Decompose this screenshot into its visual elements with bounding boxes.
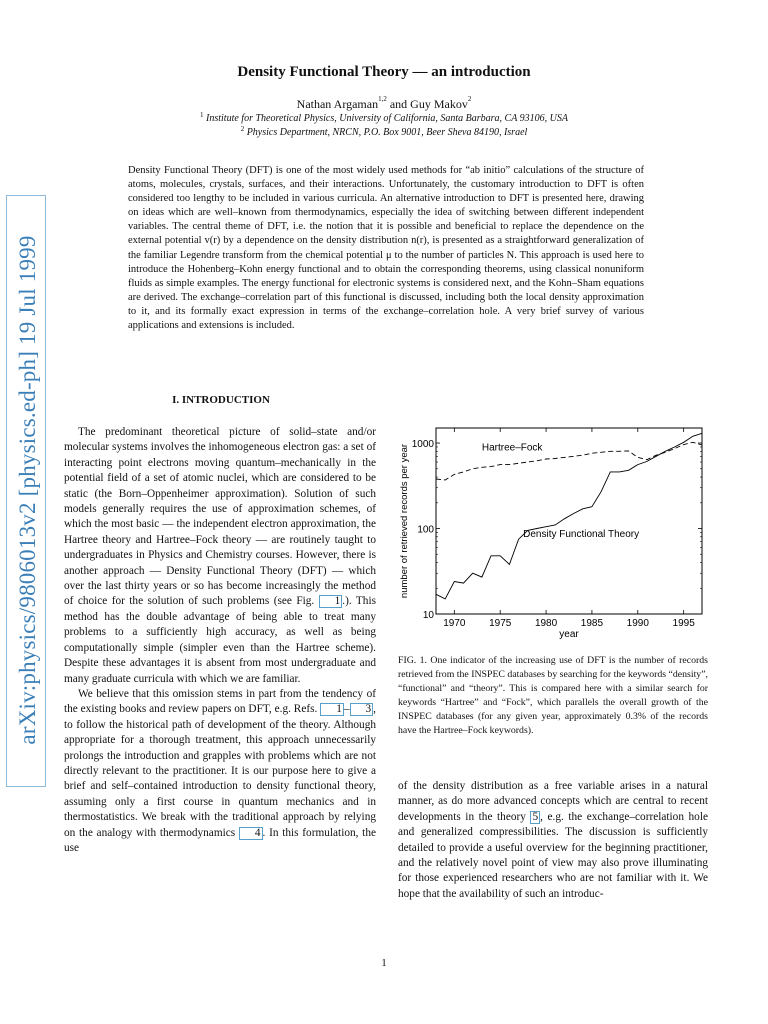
affiliation-text: Institute for Theoretical Physics, University of California, Santa Barbara, CA 93106, USA: [206, 113, 568, 124]
body-text: –: [343, 703, 350, 716]
author-line: [0, 97, 768, 112]
affiliation-marker: 1: [200, 111, 204, 119]
author-affil-marker: 1,2: [378, 95, 387, 103]
y-tick-label: 100: [417, 524, 434, 536]
author-connector: and: [386, 97, 411, 111]
line-chart: [398, 418, 708, 648]
x-tick-label: 1995: [672, 618, 695, 629]
paragraph: [64, 687, 376, 856]
plot-frame: [436, 428, 702, 614]
citation-link[interactable]: 5: [532, 810, 539, 823]
author-name: Nathan Argaman: [296, 97, 379, 111]
figure-link[interactable]: 1: [319, 595, 343, 608]
body-text: We believe that this omission stems in part from the tendency of the existing books and review papers on DFT, e.g. Refs.: [64, 687, 376, 716]
figure-caption: FIG. 1. One indicator of the increasing use of DFT is the number of records retrieved from the INSPEC databases by searching for the keywords “density”, “functional” and “theory”. This is compared here with a similar search for keywords “Hartree” and “Fock”, which parallels the overall growth of the INSPEC databases (for any given year, approximately 0.3% of the records have the Hartree–Fock keywords).: [398, 655, 708, 736]
x-tick-label: 1980: [534, 618, 558, 629]
paper-title: Density Functional Theory — an introduction: [237, 64, 531, 80]
y-axis-label: number of retrieved records per year: [399, 443, 410, 599]
affiliation: [0, 113, 768, 124]
body-text: of the density distribution as a free variable arises in a natural manner, as do more advanced concepts which are central to recent developments in the theory: [398, 780, 708, 823]
x-tick-label: 1970: [443, 618, 466, 629]
series-line: [436, 433, 702, 599]
series-label: Hartree–Fock: [481, 442, 543, 454]
affiliation-marker: 2: [240, 125, 245, 133]
paragraph: [64, 425, 376, 687]
body-text: , to follow the historical path of development of the theory. Although appropriate for a thorough treatment, this approach unnecessarily prolongs the introduction and grapples with problems which are not directly relevant to the practitioner. It is our purpose here to give a brief and self–contained introduction to density functional theory, assuming only a first course in quantum mechanics and in thermostatistics. We break with the traditional approach by relying on the analogy with thermodynamics: [64, 703, 376, 839]
arxiv-stamp-frame: [6, 195, 46, 787]
citation-link[interactable]: 4: [239, 827, 263, 840]
body-text: , e.g. the exchange–correlation hole and generalized compressibilities. The discussion is sufficiently detailed to provide a useful overview for the beginning practitioner, and the relatively novel point of view may also prove illuminating for those experienced researchers who are not familiar with it. We hope that the availability of such an introduc-: [398, 810, 708, 900]
body-column-left: [64, 425, 376, 856]
body-column-right: [398, 779, 708, 902]
chart-axes: [436, 428, 702, 614]
affiliation-text: Physics Department, NRCN, P.O. Box 9001, Beer Sheva 84190, Israel: [246, 127, 528, 138]
x-axis-label: year: [559, 629, 579, 640]
series-line: [436, 442, 702, 480]
abstract: Density Functional Theory (DFT) is one of the most widely used methods for “ab initio” calculations of the structure of atoms, molecules, crystals, surfaces, and their interactions. Unfortunately, the customary introduction to DFT is often considered too lengthy to be included in various curricula. An alternative introduction to DFT is presented here, drawing on ideas which are well–known from thermodynamics, especially the idea of switching between different independent variables. The central theme of DFT, i.e. the notion that it is possible and beneficial to replace the dependence on the external potential v(r) by a dependence on the density distribution n(r), is presented as a straightforward generalization of the familiar Legendre transform from the chemical potential μ to the number of particles N. This approach is used here to introduce the Hohenberg–Kohn energy functional and to obtain the corresponding theorems, using classical nonuniform fluids as simple examples. The energy functional for electronic systems is considered next, and the Kohn–Sham equations are derived. The exchange–correlation part of this functional is discussed, including both the local density approximation to it, and its formally exact expression in terms of the exchange–correlation hole. A very brief survey of various applications and extensions is included.: [128, 165, 644, 332]
author-name: Guy Makov: [410, 97, 468, 111]
citation-link[interactable]: 3: [350, 703, 374, 716]
chart-labels: [399, 439, 695, 640]
arxiv-identifier[interactable]: arXiv:physics/9806013v2 [physics.ed-ph] 19 Jul 1999: [15, 235, 40, 745]
affiliation: [0, 127, 768, 138]
series-label: Density Functional Theory: [523, 528, 640, 540]
y-tick-label: 1000: [411, 439, 434, 451]
chart-series: [436, 433, 702, 599]
body-text: .). This method has the double advantage of being able to treat many problems to a sufficiently high accuracy, as well as being computationally simple (simpler even than the Hartree scheme). Despite these advantages it is absent from most undergraduate and many graduate curricula with which we are familiar.: [64, 595, 376, 685]
x-tick-label: 1990: [626, 618, 649, 629]
author-affil-marker: 2: [467, 95, 472, 103]
figure-1: [398, 418, 708, 648]
body-text: . In this formulation, the use: [64, 826, 376, 854]
y-tick-label: 10: [422, 610, 434, 621]
section-heading: I. INTRODUCTION: [172, 394, 270, 406]
x-tick-label: 1975: [489, 618, 512, 629]
citation-link[interactable]: 1: [320, 703, 344, 716]
body-text: The predominant theoretical picture of solid–state and/or molecular systems involves the inhomogeneous electron gas: a set of interacting point electrons moving quantum–mechanically in the potential field of a set of atomic nuclei, which are considered to be static (the Born–Oppenheimer approximation). Solution of such models generally requires the use of approximation schemes, of which the most basic — the independent electron approximation, the Hartree theory and Hartree–Fock theory — are routinely taught to undergraduates in Physics and Chemistry courses. However, there is another approach — Density Functional Theory (DFT) — which over the last thirty years or so has become increasingly the method of choice for the solution of such problems (see Fig.: [64, 426, 376, 608]
page-number: 1: [381, 957, 387, 969]
x-tick-label: 1985: [580, 618, 604, 629]
